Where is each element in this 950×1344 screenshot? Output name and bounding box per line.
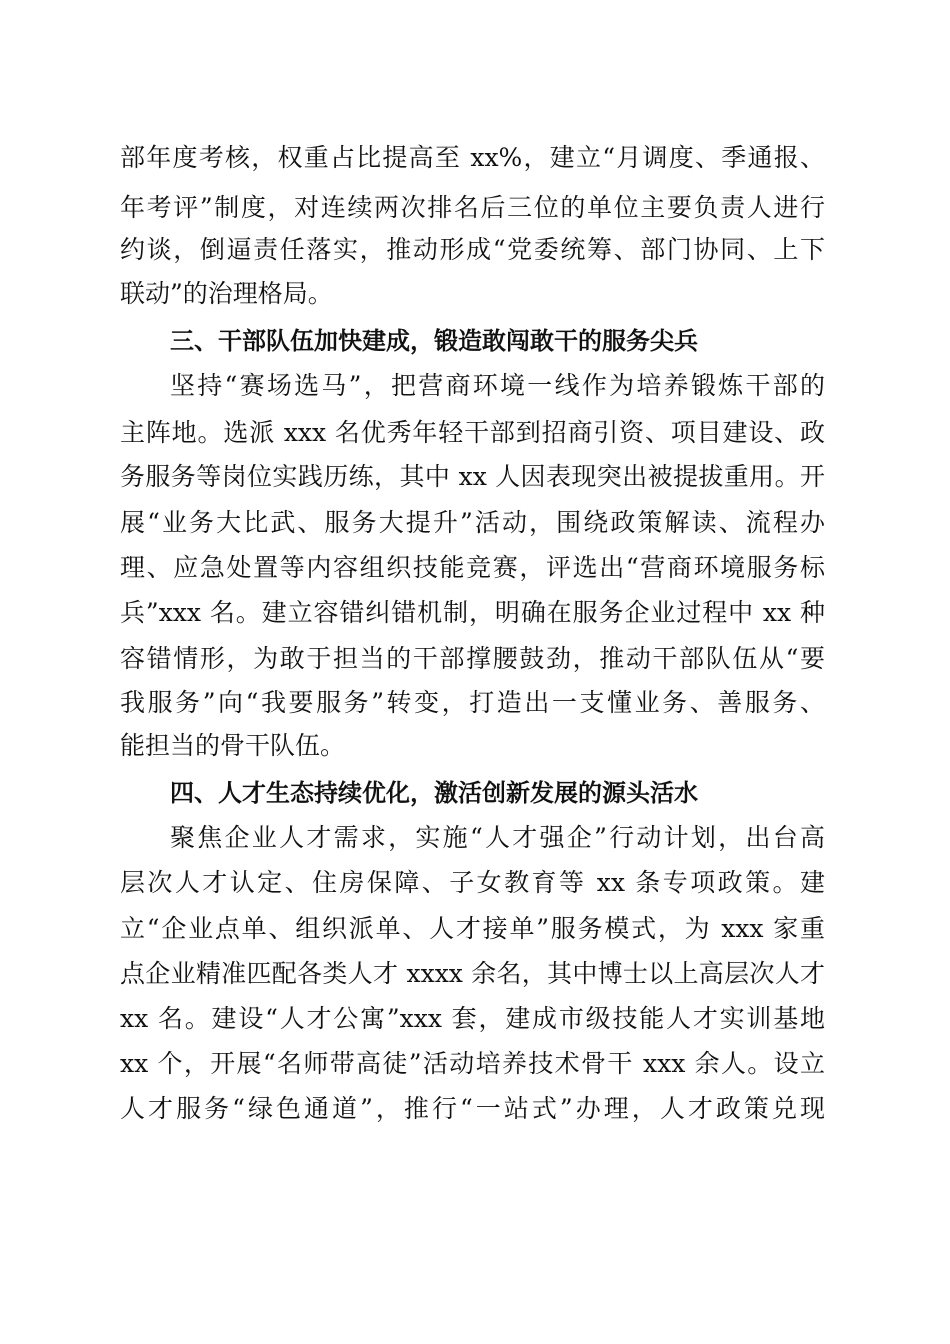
- paragraph-line: 主阵地。选派 xxx 名优秀年轻干部到招商引资、项目建设、政: [120, 418, 825, 447]
- paragraph-line: 联动”的治理格局。: [120, 279, 333, 308]
- paragraph-line: 人才服务“绿色通道”，推行“一站式”办理，人才政策兑现: [120, 1094, 825, 1123]
- paragraph-line: 理、应急处置等内容组织技能竞赛，评选出“营商环境服务标: [120, 553, 825, 582]
- section-heading: 三、干部队伍加快建成，锻造敢闯敢干的服务尖兵: [170, 327, 698, 355]
- paragraph-line: 坚持“赛场选马”，把营商环境一线作为培养锻炼干部的: [170, 371, 825, 400]
- paragraph-line: 部年度考核，权重占比提高至 xx%，建立“月调度、季通报、: [120, 143, 825, 172]
- paragraph-line: 年考评”制度，对连续两次排名后三位的单位主要负责人进行: [120, 193, 825, 222]
- paragraph-line: 容错情形，为敢于担当的干部撑腰鼓劲，推动干部队伍从“要: [120, 644, 825, 673]
- paragraph-line: 我服务”向“我要服务”转变，打造出一支懂业务、善服务、: [120, 688, 825, 717]
- paragraph-line: xx 个，开展“名师带高徒”活动培养技术骨干 xxx 余人。设立: [120, 1049, 825, 1078]
- paragraph-line: 展“业务大比武、服务大提升”活动，围绕政策解读、流程办: [120, 508, 825, 537]
- section-heading: 四、人才生态持续优化，激活创新发展的源头活水: [170, 779, 698, 807]
- paragraph-line: 立“企业点单、组织派单、人才接单”服务模式，为 xxx 家重: [120, 914, 825, 943]
- paragraph-line: 务服务等岗位实践历练，其中 xx 人因表现突出被提拔重用。开: [120, 462, 825, 491]
- paragraph-line: xx 名。建设“人才公寓”xxx 套，建成市级技能人才实训基地: [120, 1004, 825, 1033]
- paragraph-line: 点企业精准匹配各类人才 xxxx 余名，其中博士以上高层次人才: [120, 959, 825, 988]
- paragraph-line: 层次人才认定、住房保障、子女教育等 xx 条专项政策。建: [120, 868, 825, 897]
- paragraph-line: 能担当的骨干队伍。: [120, 731, 346, 760]
- paragraph-line: 约谈，倒逼责任落实，推动形成“党委统筹、部门协同、上下: [120, 235, 825, 264]
- paragraph-line: 兵”xxx 名。建立容错纠错机制，明确在服务企业过程中 xx 种: [120, 598, 825, 627]
- paragraph-line: 聚焦企业人才需求，实施“人才强企”行动计划，出台高: [170, 823, 825, 852]
